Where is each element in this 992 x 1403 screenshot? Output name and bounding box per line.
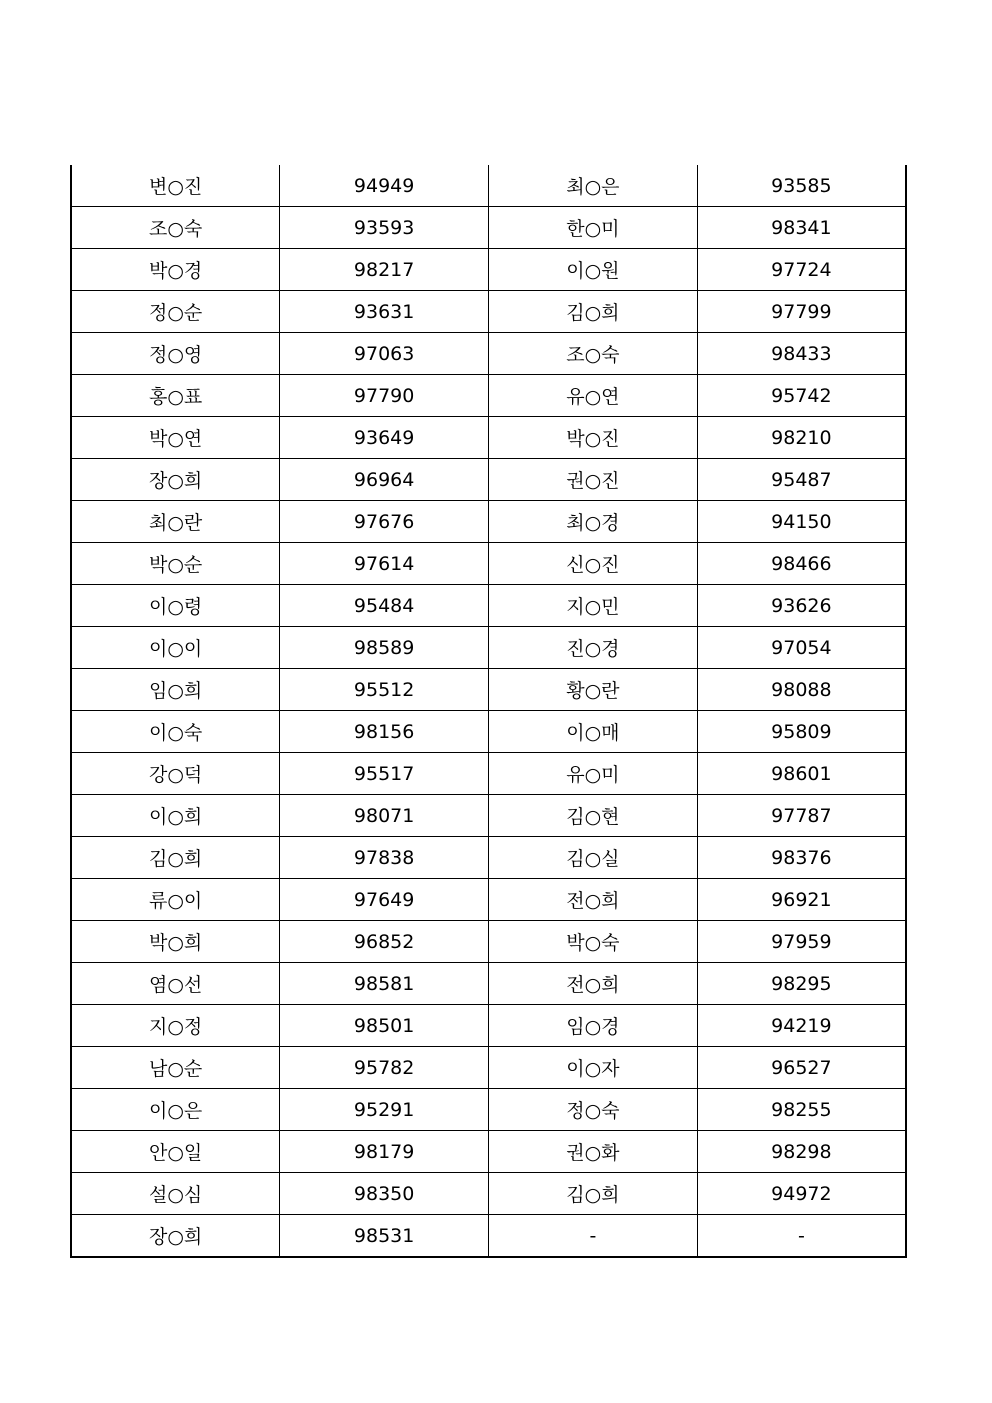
name-cell: 권○화 [489, 1131, 698, 1173]
name-cell: 홍○표 [71, 375, 280, 417]
roster-table [70, 165, 907, 1258]
name-cell: 최○은 [489, 165, 698, 207]
number-cell: 96921 [697, 879, 906, 921]
table-row [71, 585, 906, 627]
name-cell: 한○미 [489, 207, 698, 249]
number-cell: 97838 [280, 837, 489, 879]
table-row [71, 1089, 906, 1131]
name-cell: 이○매 [489, 711, 698, 753]
name-cell: 정○영 [71, 333, 280, 375]
name-cell: 이○령 [71, 585, 280, 627]
name-cell: 변○진 [71, 165, 280, 207]
name-cell: 전○희 [489, 879, 698, 921]
table-row [71, 249, 906, 291]
number-cell: 98589 [280, 627, 489, 669]
table-row [71, 669, 906, 711]
number-cell: 97054 [697, 627, 906, 669]
number-cell: 98255 [697, 1089, 906, 1131]
name-cell: 박○경 [71, 249, 280, 291]
name-cell: 정○숙 [489, 1089, 698, 1131]
number-cell: 95512 [280, 669, 489, 711]
number-cell: 93626 [697, 585, 906, 627]
table-row [71, 459, 906, 501]
number-cell: 97790 [280, 375, 489, 417]
table-row [71, 879, 906, 921]
table-row [71, 963, 906, 1005]
number-cell: 98179 [280, 1131, 489, 1173]
number-cell: 97724 [697, 249, 906, 291]
table-row [71, 375, 906, 417]
name-cell: 최○경 [489, 501, 698, 543]
number-cell: 98156 [280, 711, 489, 753]
name-cell: 임○경 [489, 1005, 698, 1047]
number-cell: 97063 [280, 333, 489, 375]
number-cell: 98217 [280, 249, 489, 291]
number-cell: 95809 [697, 711, 906, 753]
name-cell: 박○희 [71, 921, 280, 963]
number-cell: 98298 [697, 1131, 906, 1173]
number-cell: 98581 [280, 963, 489, 1005]
number-cell: 95487 [697, 459, 906, 501]
number-cell: 97614 [280, 543, 489, 585]
table-row [71, 165, 906, 207]
number-cell: 98088 [697, 669, 906, 711]
table-row [71, 711, 906, 753]
table-row [71, 501, 906, 543]
table-row [71, 291, 906, 333]
table-row [71, 627, 906, 669]
number-cell: 95291 [280, 1089, 489, 1131]
number-cell: 95517 [280, 753, 489, 795]
number-cell: 94949 [280, 165, 489, 207]
number-cell: 95742 [697, 375, 906, 417]
number-cell: 96964 [280, 459, 489, 501]
number-cell: 95484 [280, 585, 489, 627]
number-cell: 98601 [697, 753, 906, 795]
name-cell: 이○이 [71, 627, 280, 669]
name-cell: 정○순 [71, 291, 280, 333]
name-cell: 조○숙 [489, 333, 698, 375]
table-row [71, 207, 906, 249]
number-cell: 98466 [697, 543, 906, 585]
name-cell: 임○희 [71, 669, 280, 711]
number-cell: 93585 [697, 165, 906, 207]
number-cell: 93649 [280, 417, 489, 459]
name-cell: 박○순 [71, 543, 280, 585]
number-cell: 94219 [697, 1005, 906, 1047]
name-cell: 김○희 [71, 837, 280, 879]
name-cell: 이○자 [489, 1047, 698, 1089]
number-cell: 94150 [697, 501, 906, 543]
table-row [71, 417, 906, 459]
number-cell: 97649 [280, 879, 489, 921]
name-cell: 이○원 [489, 249, 698, 291]
name-cell: 장○희 [71, 459, 280, 501]
number-cell: 98341 [697, 207, 906, 249]
number-cell: 96527 [697, 1047, 906, 1089]
number-cell: 97787 [697, 795, 906, 837]
name-cell: 김○희 [489, 291, 698, 333]
table-row [71, 543, 906, 585]
name-cell: 박○연 [71, 417, 280, 459]
table-row [71, 837, 906, 879]
name-cell: 안○일 [71, 1131, 280, 1173]
name-cell: 염○선 [71, 963, 280, 1005]
number-cell: 98376 [697, 837, 906, 879]
name-cell: 이○은 [71, 1089, 280, 1131]
number-cell: 94972 [697, 1173, 906, 1215]
name-cell: 지○민 [489, 585, 698, 627]
name-cell: 남○순 [71, 1047, 280, 1089]
name-cell: 장○희 [71, 1215, 280, 1258]
name-cell: 최○란 [71, 501, 280, 543]
name-cell: 김○희 [489, 1173, 698, 1215]
table-row [71, 921, 906, 963]
name-cell: 조○숙 [71, 207, 280, 249]
name-cell: 유○연 [489, 375, 698, 417]
number-cell: 97676 [280, 501, 489, 543]
table-row [71, 795, 906, 837]
number-cell: 98210 [697, 417, 906, 459]
number-cell: 98071 [280, 795, 489, 837]
name-cell: 유○미 [489, 753, 698, 795]
name-cell: 이○숙 [71, 711, 280, 753]
number-cell: 98295 [697, 963, 906, 1005]
name-cell: 강○덕 [71, 753, 280, 795]
number-cell: 96852 [280, 921, 489, 963]
name-cell: 지○정 [71, 1005, 280, 1047]
roster-table-body [71, 165, 906, 1257]
number-cell: 97799 [697, 291, 906, 333]
number-cell: 98433 [697, 333, 906, 375]
name-cell: 신○진 [489, 543, 698, 585]
number-cell: 98350 [280, 1173, 489, 1215]
number-cell: - [697, 1215, 906, 1258]
number-cell: 98501 [280, 1005, 489, 1047]
name-cell: 류○이 [71, 879, 280, 921]
number-cell: 98531 [280, 1215, 489, 1258]
table-row [71, 1005, 906, 1047]
name-cell: - [489, 1215, 698, 1258]
name-cell: 설○심 [71, 1173, 280, 1215]
name-cell: 진○경 [489, 627, 698, 669]
name-cell: 김○실 [489, 837, 698, 879]
table-row [71, 1047, 906, 1089]
name-cell: 박○진 [489, 417, 698, 459]
number-cell: 95782 [280, 1047, 489, 1089]
table-row [71, 1131, 906, 1173]
name-cell: 황○란 [489, 669, 698, 711]
name-cell: 박○숙 [489, 921, 698, 963]
number-cell: 93593 [280, 207, 489, 249]
table-row [71, 333, 906, 375]
name-cell: 김○현 [489, 795, 698, 837]
name-cell: 이○희 [71, 795, 280, 837]
table-row [71, 1173, 906, 1215]
table-row [71, 1215, 906, 1258]
name-cell: 권○진 [489, 459, 698, 501]
number-cell: 93631 [280, 291, 489, 333]
number-cell: 97959 [697, 921, 906, 963]
name-cell: 전○희 [489, 963, 698, 1005]
table-row [71, 753, 906, 795]
